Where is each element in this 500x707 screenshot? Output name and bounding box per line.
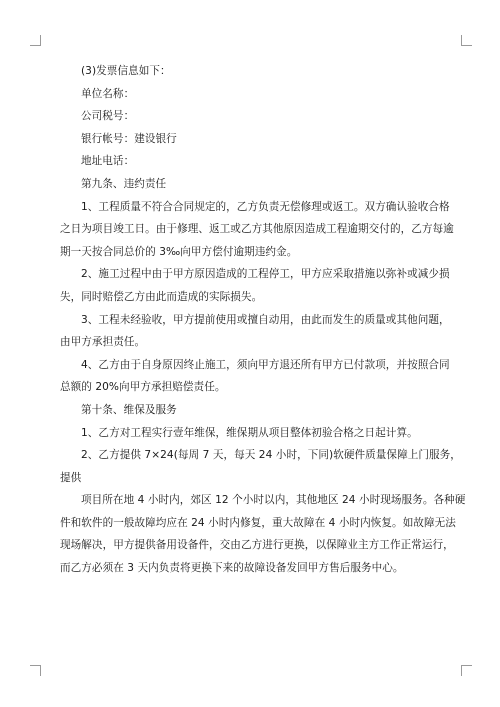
crop-mark-bottom-left (30, 665, 41, 676)
article10-title-text: 第十条、维保及服务 (81, 403, 177, 416)
article10-title (60, 399, 440, 422)
paragraph-line: 失，同时赔偿乙方由此而造成的实际损失。 (60, 290, 263, 303)
paragraph-line: 期一天按合同总价的 3‰向甲方偿付逾期违约金。 (60, 245, 298, 258)
paragraph-line: 总额的 20%向甲方承担赔偿责任。 (60, 381, 226, 394)
paragraph-line: 2、乙方提供 7×24(每周 7 天，每天 24 小时，下同)软硬件质量保障上门服务， (81, 449, 461, 462)
invoice-tax-id-text: 公司税号： (81, 110, 135, 123)
article10-item3 (60, 489, 466, 579)
paragraph-line: 现场解决，甲方提供备用设备件，交由乙方进行更换，以保障业主方工作正常运行， (60, 539, 454, 552)
paragraph-line: 3、工程未经验收，甲方提前使用或擅自动用，由此而发生的质量或其他问题， (81, 313, 450, 326)
invoice-bank-account-text: 银行帐号：建设银行 (81, 132, 177, 145)
article10-item1 (60, 422, 440, 445)
invoice-unit-name (60, 83, 440, 106)
paragraph-line: 项目所在地 4 小时内，郊区 12 个小时以内，其他地区 24 小时现场服务。各种硬 (81, 494, 466, 507)
paragraph-line: 1、乙方对工程实行壹年维保，维保期从项目整体初验合格之日起计算。 (81, 426, 418, 439)
paragraph-line: 而乙方必须在 3 天内负责将更换下来的故障设备发回甲方售后服务中心。 (60, 562, 404, 575)
invoice-unit-name-text: 单位名称： (81, 87, 135, 100)
crop-mark-top-right (461, 35, 472, 46)
crop-mark-top-left (30, 35, 41, 46)
article9-item2 (60, 263, 450, 308)
article9-item1 (60, 196, 454, 264)
paragraph-line: 之日为项目竣工日。由于修理、返工或乙方其他原因造成工程逾期交付的，乙方每逾 (60, 223, 454, 236)
invoice-tax-id (60, 105, 440, 128)
crop-mark-bottom-right (461, 665, 472, 676)
article9-item3 (60, 309, 450, 354)
document-body (60, 60, 466, 580)
invoice-bank-account (60, 128, 440, 151)
invoice-address-phone-text: 地址电话： (81, 155, 135, 168)
paragraph-line: 1、工程质量不符合合同规定的，乙方负责无偿修理或返工。双方确认验收合格 (81, 200, 450, 213)
invoice-address-phone (60, 150, 440, 173)
article9-item4 (60, 354, 450, 399)
invoice-heading-text: (3)发票信息如下： (81, 65, 171, 77)
invoice-heading (60, 60, 440, 83)
article9-title (60, 173, 440, 196)
paragraph-line: 件和软件的一般故障均应在 24 小时内修复，重大故障在 4 小时内恢复。如故障无法 (60, 516, 456, 529)
paragraph-line: 4、乙方由于自身原因终止施工，须向甲方退还所有甲方已付款项，并按照合同 (81, 358, 450, 371)
article9-title-text: 第九条、违约责任 (81, 177, 167, 190)
article10-item2 (60, 444, 461, 489)
paragraph-line: 2、施工过程中由于甲方原因造成的工程停工，甲方应采取措施以弥补或减少损 (81, 268, 450, 281)
paragraph-line: 由甲方承担责任。 (60, 336, 146, 349)
paragraph-line: 提供 (60, 471, 82, 484)
